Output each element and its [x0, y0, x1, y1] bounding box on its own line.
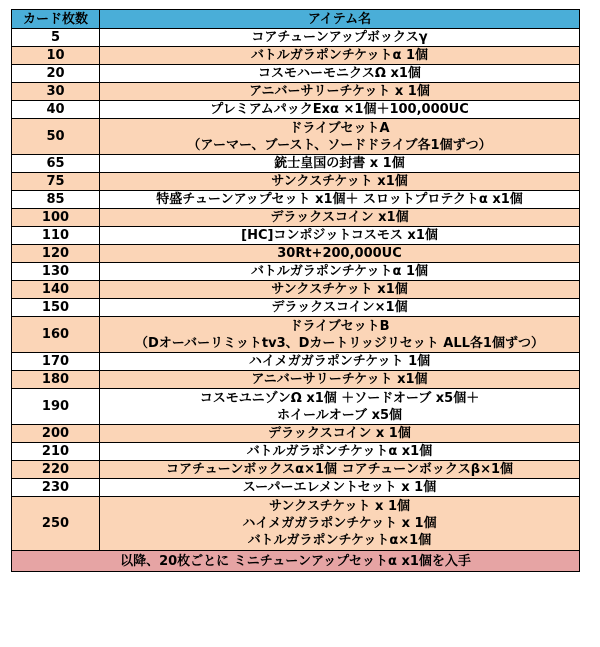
card-count-cell: 110	[12, 227, 100, 245]
footer-note: 以降、20枚ごとに ミニチューンアップセットα x1個を入手	[12, 551, 580, 572]
table-row	[12, 155, 580, 173]
item-name-cell	[100, 29, 580, 47]
card-count-cell: 190	[12, 389, 100, 425]
card-count-cell: 170	[12, 353, 100, 371]
table-row	[12, 317, 580, 353]
item-line: バトルガラポンチケットα×1個	[247, 533, 432, 548]
item-name-cell	[100, 155, 580, 173]
table-row	[12, 461, 580, 479]
item-line: スーパーエレメントセット x 1個	[242, 480, 437, 495]
item-name-cell	[100, 281, 580, 299]
item-line: サンクスチケット x1個	[271, 282, 408, 297]
item-line: デラックスコイン x 1個	[268, 426, 411, 441]
item-name-cell	[100, 245, 580, 263]
table-row	[12, 119, 580, 155]
item-name-cell	[100, 191, 580, 209]
item-line: ハイメガガラポンチケット 1個	[248, 354, 431, 369]
card-count-cell: 180	[12, 371, 100, 389]
item-line: サンクスチケット x1個	[271, 174, 408, 189]
item-line: （Dオーバーリミットtv3、Dカートリッジリセット ALL各1個ずつ）	[135, 335, 544, 351]
table-row	[12, 425, 580, 443]
item-name-cell	[100, 353, 580, 371]
card-count-cell: 40	[12, 101, 100, 119]
item-line: デラックスコイン x1個	[270, 210, 409, 225]
item-line: アニバーサリーチケット x1個	[251, 372, 428, 387]
card-count-cell: 150	[12, 299, 100, 317]
table-row	[12, 353, 580, 371]
table-row	[12, 389, 580, 425]
item-name-cell	[100, 443, 580, 461]
item-line: 銃士皇国の封書 x 1個	[274, 156, 405, 171]
table-row	[12, 173, 580, 191]
table-row	[12, 299, 580, 317]
item-name-cell	[100, 227, 580, 245]
header-row	[12, 10, 580, 29]
card-count-cell: 220	[12, 461, 100, 479]
item-line: 30Rt+200,000UC	[277, 246, 402, 261]
item-line: バトルガラポンチケットα 1個	[250, 264, 429, 279]
table-row	[12, 479, 580, 497]
card-count-cell: 100	[12, 209, 100, 227]
header-item-name: アイテム名	[100, 10, 580, 29]
item-name-cell	[100, 101, 580, 119]
table-row	[12, 191, 580, 209]
table-row	[12, 263, 580, 281]
item-line: [HC]コンポジットコスモス x1個	[241, 228, 438, 243]
footer-row	[12, 551, 580, 572]
table-row	[12, 209, 580, 227]
card-count-cell: 250	[12, 497, 100, 551]
item-name-cell	[100, 461, 580, 479]
reward-table	[11, 9, 580, 572]
table-row	[12, 227, 580, 245]
item-line: サンクスチケット x 1個	[268, 499, 410, 514]
card-count-cell: 5	[12, 29, 100, 47]
item-name-cell	[100, 119, 580, 155]
item-line: アニバーサリーチケット x 1個	[249, 84, 430, 99]
item-line: ハイメガガラポンチケット x 1個	[242, 516, 437, 531]
card-count-cell: 10	[12, 47, 100, 65]
table-row	[12, 65, 580, 83]
table-row	[12, 371, 580, 389]
table-row	[12, 443, 580, 461]
item-line: 特盛チューンアップセット x1個＋ スロットプロテクトα x1個	[156, 192, 523, 207]
item-line: コスモユニゾンΩ x1個 ＋ソードオーブ x5個＋	[199, 390, 480, 406]
item-line: （アーマー、ブースト、ソードドライブ各1個ずつ）	[187, 137, 492, 153]
table-row	[12, 101, 580, 119]
item-name-cell	[100, 497, 580, 551]
item-line: プレミアムパックExα ×1個＋100,000UC	[210, 102, 469, 117]
reward-rows	[12, 29, 580, 551]
table-row	[12, 47, 580, 65]
item-name-cell	[100, 173, 580, 191]
table-row	[12, 497, 580, 551]
item-name-cell	[100, 425, 580, 443]
item-name-cell	[100, 317, 580, 353]
card-count-cell: 85	[12, 191, 100, 209]
item-line: バトルガラポンチケットα 1個	[250, 48, 429, 63]
item-name-cell	[100, 209, 580, 227]
item-line: デラックスコイン×1個	[271, 300, 408, 315]
item-name-cell	[100, 299, 580, 317]
item-line: バトルガラポンチケットα x1個	[246, 444, 433, 459]
card-count-cell: 20	[12, 65, 100, 83]
card-count-cell: 30	[12, 83, 100, 101]
header-card-count: カード枚数	[12, 10, 100, 29]
item-name-cell	[100, 65, 580, 83]
item-name-cell	[100, 479, 580, 497]
card-count-cell: 120	[12, 245, 100, 263]
item-name-cell	[100, 371, 580, 389]
card-count-cell: 230	[12, 479, 100, 497]
item-line: コアチューンボックスα×1個 コアチューンボックスβ×1個	[165, 462, 514, 477]
item-line: コアチューンアップボックスγ	[251, 30, 428, 45]
card-count-cell: 160	[12, 317, 100, 353]
card-count-cell: 75	[12, 173, 100, 191]
item-name-cell	[100, 263, 580, 281]
reward-table-container	[11, 9, 579, 572]
card-count-cell: 50	[12, 119, 100, 155]
item-line: コスモハーモニクスΩ x1個	[258, 66, 421, 81]
table-row	[12, 281, 580, 299]
card-count-cell: 210	[12, 443, 100, 461]
item-name-cell	[100, 83, 580, 101]
item-name-cell	[100, 389, 580, 425]
card-count-cell: 130	[12, 263, 100, 281]
table-row	[12, 29, 580, 47]
card-count-cell: 140	[12, 281, 100, 299]
item-line: ドライブセットA	[289, 120, 390, 136]
item-name-cell	[100, 47, 580, 65]
card-count-cell: 200	[12, 425, 100, 443]
item-line: ドライブセットB	[289, 318, 390, 334]
item-line: ホイールオーブ x5個	[276, 407, 403, 423]
card-count-cell: 65	[12, 155, 100, 173]
table-row	[12, 245, 580, 263]
table-row	[12, 83, 580, 101]
